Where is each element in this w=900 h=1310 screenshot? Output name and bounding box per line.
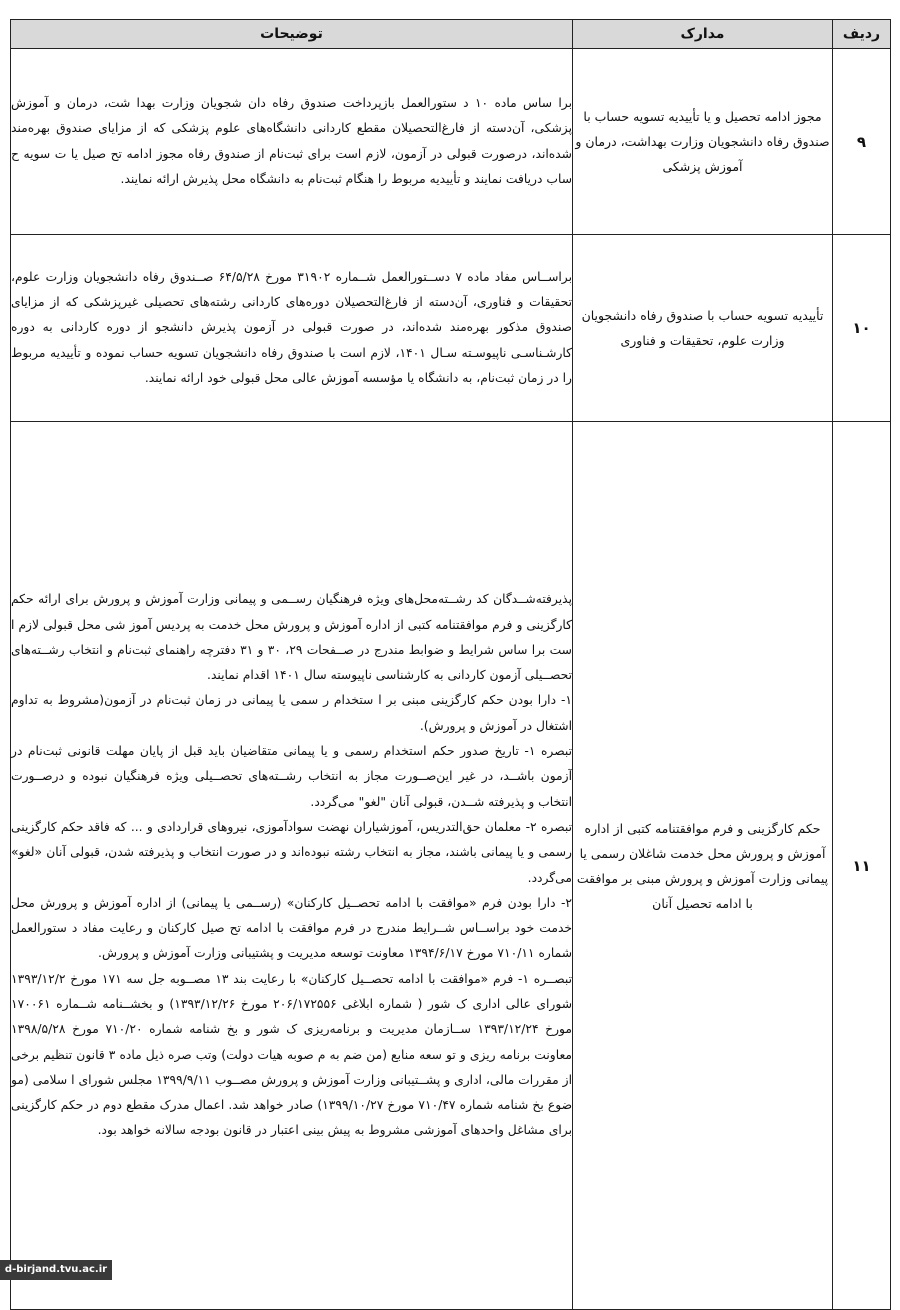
table-row <box>11 235 891 422</box>
table-row <box>11 49 891 235</box>
row-description <box>11 49 573 235</box>
row-document: تأییدیه تسویه حساب با صندوق رفاه دانشجویان وزارت علوم، تحقیقات و فناوری <box>573 235 833 422</box>
description-paragraph: تبصــره ۱- فرم «موافقت با ادامه تحصــیل کارکنان» با رعایت بند ۱۳ مصــوبه جل سه ۱۷۱ مورخ ۱۳۹۳/۱۲/۲ شورای عالی اداری ک شور ( شماره ابلاغی ۲۰۶/۱۷۲۵۵۶ مورخ ۱۳۹۳/۱۲/۲۶) و بخشــنامه شــماره ۱۷۰۰۶۱ مورخ ۱۳۹۳/۱۲/۲۴ ســازمان مدیریت و برنامه‌ریزی ک شور و بخ شنامه شماره ۷۱۰/۲۰ مورخ ۱۳۹۸/۵/۲۸ معاونت برنامه ریزی و تو سعه منابع (من ضم به م صوبه هیات دولت) وتب صره ذیل ماده ۳ قانون تنظیم برخی از مقررات مالی، اداری و پشــتیبانی وزارت آموزش و پرورش مصــوب ۱۳۹۹/۹/۱۱ مجلس شورای ا سلامی (مو ضوع بخ شنامه شماره ۷۱۰/۴۷ مورخ ۱۳۹۹/۱۰/۲۷) صادر خواهد شد. اعمال مدرک مقطع دوم در حکم کارگزینی برای مشاغل واحدهای آموزشی مشروط به پیش بینی اعتبار در قانون بودجه سالانه خواهد بود. <box>11 971 573 1138</box>
header-madarek: مدارک <box>573 20 833 49</box>
description-paragraph: پذیرفته‌شــدگان کد رشــته‌محل‌های ویژه فرهنگیان رســمی و پیمانی وزارت آموزش و پرورش برای ارائه حکم کارگزینی و فرم موافقتنامه کتبی از اداره آموزش و پرورش محل خدمت به پردیس آموز شی محل قبولی لازم ا ست برا ساس شرایط و ضوابط مندرج در صــفحات ۲۹، ۳۰ و ۳۱ دفترچه راهنمای ثبت‌نام و انتخاب رشــته‌های تحصــیلی آزمون کاردانی به کارشناسی ناپیوسته سال ۱۴۰۱ اقدام نمایند. <box>11 592 572 683</box>
requirements-table <box>10 19 891 1310</box>
description-paragraph: تبصره ۱- تاریخ صدور حکم استخدام رسمی و یا پیمانی متقاضیان باید قبل از پایان مهلت قانونی ثبت‌نام در آزمون باشــد، در غیر این‌صــورت مجاز به انتخاب رشــته‌های تحصــیلی ویژه فرهنگیان نبوده و درصــورت انتخاب و پذیرفته شــدن، قبولی آنان "لغو" می‌گردد. <box>11 744 573 809</box>
table-row <box>11 422 891 1310</box>
row-number: ۱۱ <box>833 422 891 1310</box>
header-tozihat: توضیحات <box>11 20 573 49</box>
row-number: ۱۰ <box>833 235 891 422</box>
row-document: مجوز ادامه تحصیل و یا تأییدیه تسویه حساب با صندوق رفاه دانشجویان وزارت بهداشت، درمان و آموزش پزشکی <box>573 49 833 235</box>
description-paragraph: برا ساس ماده ۱۰ د ستورالعمل بازپرداخت صندوق رفاه دان شجویان وزارت بهدا شت، درمان و آموزش پزشکی، آن‌دسته از فارغ‌التحصیلان مقطع کاردانی دانشگاه‌های علوم پزشکی که از مزایای صندوق بهره‌مند شده‌اند، درصورت قبولی در آزمون، لازم است برای ثبت‌نام از صندوق رفاه مجوز ادامه تح صیل یا ت سویه ح ساب دریافت نمایند و تأییدیه مربوط را هنگام ثبت‌نام به دانشگاه محل پذیرش ارائه نمایند. <box>11 95 572 186</box>
description-paragraph: براســاس مفاد ماده ۷ دســتورالعمل شــماره ۳۱۹۰۲ مورخ ۶۴/۵/۲۸ صــندوق رفاه دانشجویان وزارت علوم، تحقیقات و فناوری، آن‌دسته از فارغ‌التحصیلان دوره‌های کاردانی رشته‌های تحصیلی غیرپزشکی که از مزایای صندوق مذکور بهره‌مند شده‌اند، در صورت قبولی در آزمون پذیرش دانشجو از دوره کاردانی به دوره کارشـناسـی ناپیوسـته سـال ۱۴۰۱، لازم است با صندوق رفاه دانشجویان تسویه حساب نموده و تأییدیه مربوط را در زمان ثبت‌نام، به دانشگاه یا مؤسسه آموزش عالی محل قبولی خود ارائه نمایند. <box>11 269 572 385</box>
site-watermark: d-birjand.tvu.ac.ir <box>0 1260 112 1280</box>
description-paragraph: ۲- دارا بودن فرم «موافقت با ادامه تحصــیل کارکنان» (رســمی یا پیمانی) از اداره آموزش و پرورش محل خدمت خود براســاس شــرایط مندرج در فرم موافقت با ادامه تح صیل کارکنان و رعایت مفاد د ستورالعمل شماره ۷۱۰/۱۱ مورخ ۱۳۹۴/۶/۱۷ معاونت توسعه مدیریت و پشتیبانی وزارت آموزش و پرورش. <box>11 895 572 961</box>
header-radif: ردیف <box>833 20 891 49</box>
row-description <box>11 422 573 1310</box>
table-header-row <box>11 20 891 49</box>
description-paragraph: ۱- دارا بودن حکم کارگزینی مبنی بر ا ستخدام ر سمی یا پیمانی در زمان ثبت‌نام در آزمون(مشروط به تداوم اشتغال در آموزش و پرورش). <box>11 693 572 733</box>
description-paragraph: تبصره ۲- معلمان حق‌التدریس، آموزشیاران نهضت سوادآموزی، نیروهای قراردادی و ... که فاقد حکم کارگزینی رسمی و یا پیمانی باشند، مجاز به انتخاب رشته نبوده‌اند و در صورت انتخاب و پذیرفته شدن، قبولی آنان «لغو» می‌گردد. <box>11 819 572 885</box>
row-document: حکم کارگزینی و فرم موافقتنامه کتبی از اداره آموزش و پرورش محل خدمت شاغلان رسمی یا پیمانی وزارت آموزش و پرورش مبنی بر موافقت با ادامه تحصیل آنان <box>573 422 833 1310</box>
row-description <box>11 235 573 422</box>
row-number: ۹ <box>833 49 891 235</box>
